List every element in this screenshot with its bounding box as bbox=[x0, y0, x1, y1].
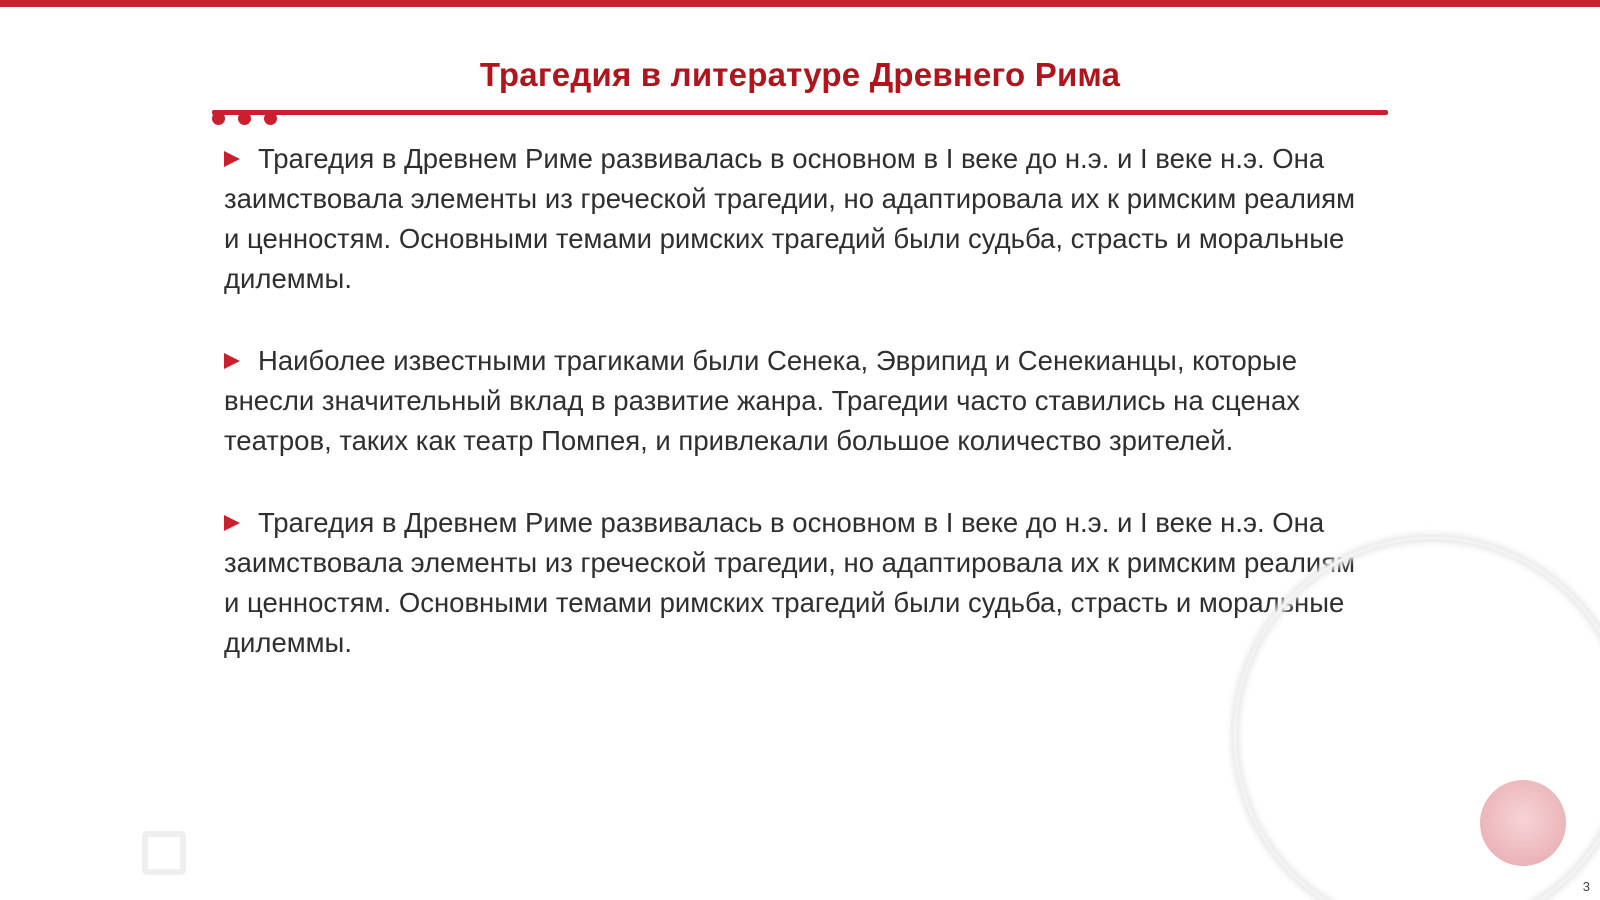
bullet-text: Трагедия в Древнем Риме развивалась в основном в I веке до н.э. и I веке н.э. Она заимствовала элементы из греческой трагедии, но адаптировала их к римским реалиям и ценностям. Основными темами римских трагедий были судьба, страсть и моральные дилеммы. bbox=[224, 507, 1356, 658]
title-dot bbox=[238, 112, 251, 125]
triangle-right-icon bbox=[224, 151, 240, 167]
square-outline-icon bbox=[145, 834, 183, 872]
bullet-text: Трагедия в Древнем Риме развивалась в основном в I веке до н.э. и I веке н.э. Она заимствовала элементы из греческой трагедии, но адаптировала их к римским реалиям и ценностям. Основными темами римских трагедий были судьба, страсть и моральные дилеммы. bbox=[224, 143, 1356, 294]
title-underline bbox=[212, 110, 1388, 115]
top-accent-bar bbox=[0, 0, 1600, 7]
title-dot bbox=[212, 112, 225, 125]
title-dots bbox=[212, 112, 292, 126]
slide-title: Трагедия в литературе Древнего Рима bbox=[479, 56, 1121, 93]
bullet-text: Наиболее известными трагиками были Сенека, Эврипид и Сенекианцы, которые внесли значительный вклад в развитие жанра. Трагедии часто ставились на сценах театров, таких как театр Помпея, и привлекали большое количество зрителей. bbox=[224, 345, 1301, 456]
bullet-list bbox=[224, 139, 1374, 705]
triangle-right-icon bbox=[224, 515, 240, 531]
bullet-item bbox=[224, 503, 1374, 663]
decor-pink-circle bbox=[1480, 780, 1566, 866]
bullet-item bbox=[224, 139, 1374, 299]
page-number: 3 bbox=[1582, 879, 1590, 894]
title-dot bbox=[264, 112, 277, 125]
bullet-item bbox=[224, 341, 1374, 461]
triangle-right-icon bbox=[224, 353, 240, 369]
